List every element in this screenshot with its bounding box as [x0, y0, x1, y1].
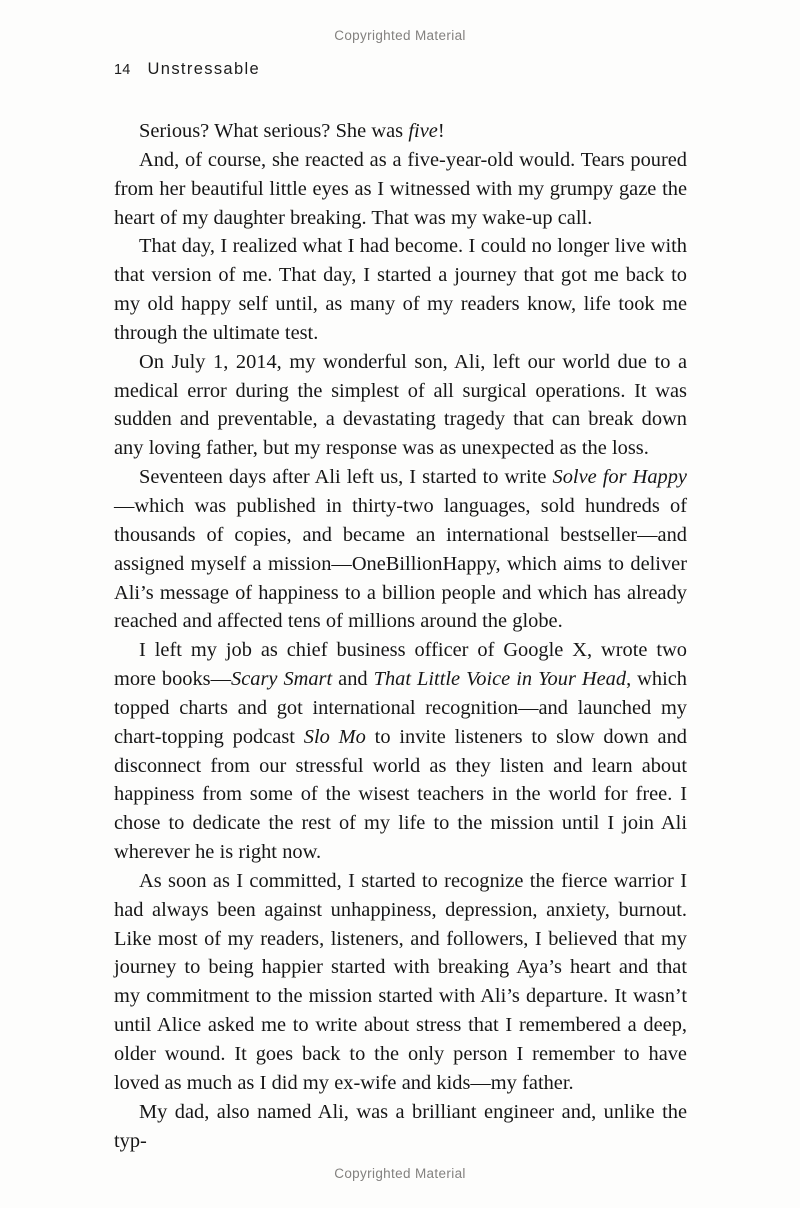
- text-run: , which topped charts and got international recognition—and launched my chart-topping podcast: [114, 668, 687, 748]
- text-run: —which was published in thirty-two languages, sold hundreds of thousands of copies, and became an international bestseller—and assigned myself a mission—OneBillionHappy, which aims to deliver Ali’s message of happiness to a billion people and which has already reached and affected tens of millions around the globe.: [114, 494, 687, 633]
- text-run: On July 1, 2014, my wonderful son, Ali, left our world due to a medical error during the simplest of all surgical operations. It was sudden and preventable, a devastating tragedy that can break down any loving father, but my response was as unexpected as the loss.: [114, 350, 687, 460]
- paragraph: [114, 232, 687, 347]
- paragraph: [114, 117, 687, 146]
- paragraph: [114, 348, 687, 463]
- paragraph: [114, 867, 687, 1098]
- text-run: My dad, also named Ali, was a brilliant engineer and, unlike the typ-: [114, 1100, 687, 1152]
- text-run: and: [332, 668, 374, 691]
- text-run: Seventeen days after Ali left us, I started to write: [139, 466, 553, 489]
- italic-title: Slo Mo: [303, 725, 366, 748]
- text-run: I left my job as chief business officer of Google X, wrote two more books—: [114, 639, 687, 691]
- text-run: !: [437, 120, 445, 142]
- page-number: 14: [114, 62, 131, 78]
- copyright-watermark-top: Copyrighted Material: [334, 28, 466, 43]
- running-head: [114, 60, 260, 79]
- text-run: That day, I realized what I had become. I could no longer live with that version of me. That day, I started a journey that got me back to my old happy self until, as many of my readers know, life took me through the ultimate test.: [114, 235, 687, 344]
- paragraph: [114, 463, 687, 636]
- copyright-watermark-bottom: Copyrighted Material: [334, 1166, 466, 1181]
- text-run: And, of course, she reacted as a five-year-old would. Tears poured from her beautiful little eyes as I witnessed with my grumpy gaze the heart of my daughter breaking. That was my wake-up call.: [114, 148, 687, 229]
- text-run: As soon as I committed, I started to recognize the fierce warrior I had always been against unhappiness, depression, anxiety, burnout. Like most of my readers, listeners, and followers, I believed that my journey to being happier started with breaking Aya’s heart and that my commitment to the mission started with Ali’s departure. It wasn’t until Alice asked me to write about stress that I remembered a deep, older wound. It goes back to the only person I remember to have loved as much as I did my ex-wife and kids—my father.: [114, 869, 687, 1094]
- italic-title: five: [408, 120, 438, 142]
- paragraph: [114, 636, 687, 867]
- text-run: Serious? What serious? She was: [139, 120, 409, 142]
- chapter-title: Unstressable: [147, 60, 261, 78]
- italic-title: That Little Voice in Your Head: [373, 668, 627, 691]
- text-run: to invite listeners to slow down and disconnect from our stressful world as they listen and learn about happiness from some of the wisest teachers in the world for free. I chose to dedicate the rest of my life to the mission until I join Ali wherever he is right now.: [114, 725, 687, 864]
- paragraph: [114, 1098, 687, 1156]
- italic-title: Scary Smart: [231, 668, 333, 691]
- paragraph: [114, 146, 687, 233]
- body-text: [114, 117, 687, 1155]
- italic-title: Solve for Happy: [552, 466, 687, 489]
